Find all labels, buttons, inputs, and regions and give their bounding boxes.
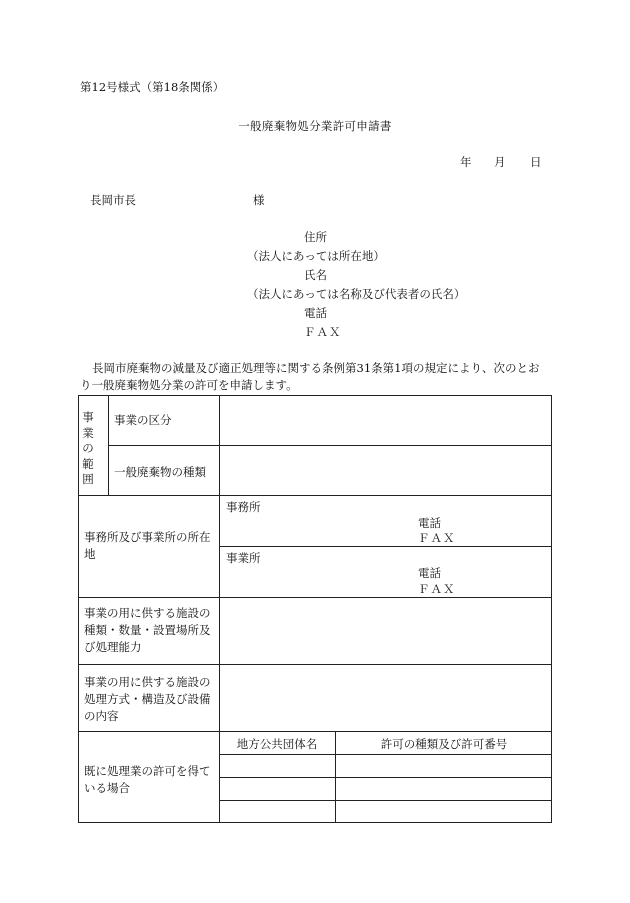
row-divider (78, 664, 552, 665)
applicant-address-note: （法人にあっては所在地） (247, 249, 385, 263)
facility-method-label (84, 674, 211, 725)
scope-char: 事 (82, 410, 94, 424)
business-category-label: 事業の区分 (114, 413, 172, 427)
row-divider (219, 800, 552, 801)
applicant-address-label: 住所 (304, 230, 327, 244)
facility-type-line: 事業の用に供する施設の (84, 606, 211, 620)
authority-column-header: 地方公共団体名 (236, 737, 318, 751)
date-day: 日 (530, 155, 542, 169)
facility-type-label (84, 605, 211, 656)
document-title: 一般廃棄物処分業許可申請書 (238, 119, 392, 133)
date-year: 年 (460, 155, 472, 169)
application-statement (80, 360, 550, 394)
location-label-line: 事務所及び事業所の所在 (84, 530, 211, 544)
office-fax-label: ＦＡＸ (418, 531, 456, 545)
facility-method-line: 処理方式・構造及び設備 (84, 692, 211, 706)
scope-char: 範 (82, 456, 94, 471)
existing-permit-line: 既に処理業の許可を得て (84, 764, 211, 778)
row-divider (219, 546, 552, 547)
statement-line-2: り一般廃棄物処分業の許可を申請します。 (80, 378, 298, 392)
row-divider (78, 731, 552, 732)
applicant-fax-label: ＦＡＸ (304, 325, 342, 339)
row-divider (219, 777, 552, 778)
facility-type-line: び処理能力 (84, 640, 142, 654)
establishment-fax-label: ＦＡＸ (418, 582, 456, 596)
office-phone-label: 電話 (418, 516, 441, 530)
form-number: 第12号様式（第18条関係） (80, 80, 225, 94)
facility-method-line: の内容 (84, 709, 119, 723)
scope-char: 業 (82, 425, 94, 440)
row-divider (219, 754, 552, 755)
column-divider (108, 395, 109, 495)
applicant-name-label: 氏名 (304, 268, 327, 282)
row-divider (78, 495, 552, 496)
establishment-phone-label: 電話 (418, 566, 441, 580)
scope-char: の (82, 441, 94, 455)
business-scope-header (80, 410, 96, 488)
facility-method-line: 事業の用に供する施設の (84, 675, 211, 689)
facility-type-line: 種類・数量・設置場所及 (84, 623, 211, 637)
statement-line-1: 長岡市廃棄物の減量及び適正処理等に関する条例第31条第1項の規定により、次のとお (92, 361, 540, 375)
establishment-label: 事業所 (226, 551, 261, 565)
existing-permit-label (84, 763, 211, 797)
applicant-phone-label: 電話 (304, 306, 327, 320)
date-month: 月 (494, 155, 506, 169)
applicant-name-note: （法人にあっては名称及び代表者の氏名） (247, 287, 466, 301)
permit-column-header: 許可の種類及び許可番号 (380, 737, 508, 751)
row-divider (78, 597, 552, 598)
office-label: 事務所 (226, 500, 261, 514)
column-divider (335, 731, 336, 823)
location-label (84, 529, 211, 563)
existing-permit-line: いる場合 (84, 781, 130, 795)
column-divider (219, 395, 220, 823)
location-label-line: 地 (84, 547, 96, 561)
scope-char: 囲 (82, 472, 94, 486)
row-divider (108, 445, 552, 446)
waste-type-label: 一般廃棄物の種類 (114, 465, 206, 479)
addressee-name: 長岡市長 (90, 193, 136, 207)
addressee-honorific: 様 (253, 193, 265, 207)
